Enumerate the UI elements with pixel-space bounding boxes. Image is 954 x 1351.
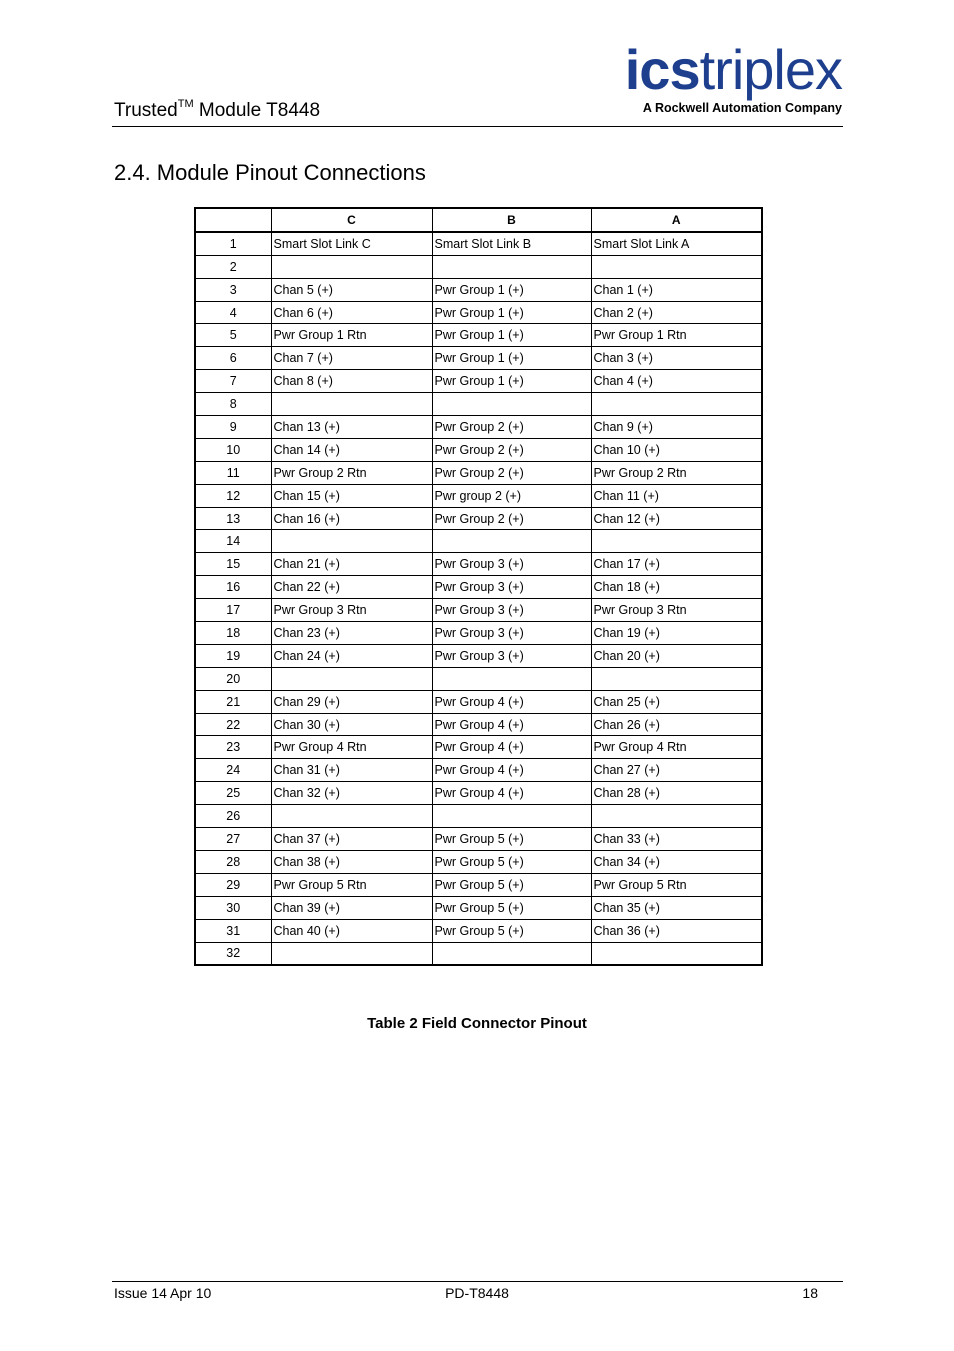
pin-number-cell: 12 [195, 484, 271, 507]
row-c-cell: Chan 8 (+) [271, 370, 432, 393]
row-a-cell: Chan 2 (+) [591, 301, 762, 324]
ics-triplex-logo [602, 40, 842, 115]
row-a-cell: Chan 17 (+) [591, 553, 762, 576]
row-a-cell: Chan 12 (+) [591, 507, 762, 530]
table-row [195, 736, 762, 759]
pin-number-cell: 21 [195, 690, 271, 713]
row-b-cell: Pwr Group 2 (+) [432, 461, 591, 484]
row-b-cell: Pwr Group 5 (+) [432, 873, 591, 896]
row-c-cell: Chan 16 (+) [271, 507, 432, 530]
row-a-cell: Chan 9 (+) [591, 416, 762, 439]
footer-page-number: 18 [802, 1285, 818, 1301]
table-row [195, 255, 762, 278]
row-a-cell: Chan 19 (+) [591, 622, 762, 645]
row-a-cell [591, 255, 762, 278]
table-row [195, 278, 762, 301]
pin-number-cell: 5 [195, 324, 271, 347]
row-b-cell: Pwr Group 1 (+) [432, 301, 591, 324]
table-row [195, 850, 762, 873]
row-b-cell [432, 530, 591, 553]
row-b-cell: Pwr Group 5 (+) [432, 828, 591, 851]
row-b-cell [432, 942, 591, 965]
table-row [195, 507, 762, 530]
row-a-cell: Pwr Group 2 Rtn [591, 461, 762, 484]
column-header-c: C [271, 208, 432, 232]
row-b-cell: Smart Slot Link B [432, 232, 591, 255]
row-c-cell [271, 530, 432, 553]
row-a-cell: Chan 11 (+) [591, 484, 762, 507]
logo-triplex: triplex [699, 38, 842, 101]
pin-number-cell: 7 [195, 370, 271, 393]
row-c-cell: Chan 14 (+) [271, 438, 432, 461]
table-row [195, 759, 762, 782]
row-c-cell: Pwr Group 5 Rtn [271, 873, 432, 896]
pin-number-cell: 27 [195, 828, 271, 851]
row-c-cell [271, 667, 432, 690]
table-row [195, 393, 762, 416]
row-b-cell: Pwr Group 1 (+) [432, 324, 591, 347]
table-row [195, 530, 762, 553]
row-c-cell [271, 393, 432, 416]
row-b-cell: Pwr Group 3 (+) [432, 553, 591, 576]
pin-number-cell: 17 [195, 599, 271, 622]
row-c-cell: Chan 15 (+) [271, 484, 432, 507]
row-a-cell [591, 805, 762, 828]
row-c-cell: Pwr Group 4 Rtn [271, 736, 432, 759]
pin-number-cell: 3 [195, 278, 271, 301]
pin-number-cell: 25 [195, 782, 271, 805]
row-a-cell: Pwr Group 5 Rtn [591, 873, 762, 896]
table-row [195, 782, 762, 805]
pin-number-cell: 19 [195, 644, 271, 667]
row-c-cell: Pwr Group 2 Rtn [271, 461, 432, 484]
row-b-cell: Pwr Group 4 (+) [432, 759, 591, 782]
row-a-cell: Smart Slot Link A [591, 232, 762, 255]
header-title-module: Module T8448 [193, 100, 321, 121]
pinout-table [194, 207, 763, 966]
row-c-cell: Chan 7 (+) [271, 347, 432, 370]
row-a-cell: Chan 35 (+) [591, 896, 762, 919]
header-divider [112, 126, 843, 127]
row-c-cell: Chan 13 (+) [271, 416, 432, 439]
row-a-cell [591, 942, 762, 965]
row-a-cell: Chan 18 (+) [591, 576, 762, 599]
row-c-cell: Chan 39 (+) [271, 896, 432, 919]
row-c-cell: Chan 40 (+) [271, 919, 432, 942]
row-c-cell: Chan 5 (+) [271, 278, 432, 301]
table-row [195, 461, 762, 484]
row-c-cell: Chan 23 (+) [271, 622, 432, 645]
row-a-cell: Chan 10 (+) [591, 438, 762, 461]
footer-issue: Issue 14 Apr 10 [114, 1285, 212, 1301]
row-c-cell: Chan 6 (+) [271, 301, 432, 324]
row-a-cell [591, 530, 762, 553]
row-c-cell: Pwr Group 3 Rtn [271, 599, 432, 622]
row-b-cell: Pwr Group 4 (+) [432, 713, 591, 736]
pin-number-cell: 8 [195, 393, 271, 416]
pin-number-cell: 29 [195, 873, 271, 896]
table-row [195, 919, 762, 942]
pinout-table-body [195, 232, 762, 966]
row-a-cell: Chan 25 (+) [591, 690, 762, 713]
row-c-cell [271, 942, 432, 965]
row-c-cell: Chan 21 (+) [271, 553, 432, 576]
row-b-cell: Pwr Group 5 (+) [432, 896, 591, 919]
row-a-cell: Chan 26 (+) [591, 713, 762, 736]
row-b-cell: Pwr Group 1 (+) [432, 347, 591, 370]
row-a-cell: Chan 3 (+) [591, 347, 762, 370]
trademark-superscript: TM [177, 98, 194, 110]
row-a-cell [591, 667, 762, 690]
table-row [195, 622, 762, 645]
row-c-cell: Chan 38 (+) [271, 850, 432, 873]
row-b-cell: Pwr Group 1 (+) [432, 278, 591, 301]
page-header-title [114, 98, 320, 122]
row-c-cell: Chan 22 (+) [271, 576, 432, 599]
section-title: 2.4. Module Pinout Connections [114, 160, 426, 185]
row-c-cell: Chan 24 (+) [271, 644, 432, 667]
row-b-cell: Pwr Group 4 (+) [432, 782, 591, 805]
pin-number-cell: 10 [195, 438, 271, 461]
pin-number-cell: 28 [195, 850, 271, 873]
header-title-main: Trusted [114, 100, 178, 121]
row-c-cell: Chan 30 (+) [271, 713, 432, 736]
pin-number-cell: 24 [195, 759, 271, 782]
column-header-pin [195, 208, 271, 232]
row-b-cell: Pwr Group 3 (+) [432, 644, 591, 667]
row-c-cell: Chan 37 (+) [271, 828, 432, 851]
pin-number-cell: 26 [195, 805, 271, 828]
row-a-cell: Chan 34 (+) [591, 850, 762, 873]
footer-doc-id: PD-T8448 [445, 1285, 509, 1301]
table-row [195, 942, 762, 965]
pin-number-cell: 31 [195, 919, 271, 942]
table-row [195, 805, 762, 828]
row-a-cell: Chan 20 (+) [591, 644, 762, 667]
row-b-cell: Pwr Group 2 (+) [432, 507, 591, 530]
row-b-cell [432, 805, 591, 828]
row-a-cell: Chan 4 (+) [591, 370, 762, 393]
logo-ics: ics [624, 38, 700, 101]
logo-wordmark [602, 40, 842, 100]
table-row [195, 828, 762, 851]
logo-tagline: A Rockwell Automation Company [642, 101, 842, 115]
table-row [195, 873, 762, 896]
pin-number-cell: 23 [195, 736, 271, 759]
row-a-cell: Pwr Group 1 Rtn [591, 324, 762, 347]
pin-number-cell: 14 [195, 530, 271, 553]
table-row [195, 324, 762, 347]
pin-number-cell: 32 [195, 942, 271, 965]
row-b-cell: Pwr Group 5 (+) [432, 850, 591, 873]
pinout-table-header [195, 208, 762, 232]
row-a-cell: Chan 27 (+) [591, 759, 762, 782]
row-c-cell [271, 805, 432, 828]
footer-divider [112, 1281, 843, 1282]
table-row [195, 553, 762, 576]
table-row [195, 599, 762, 622]
pin-number-cell: 11 [195, 461, 271, 484]
column-header-b: B [432, 208, 591, 232]
pin-number-cell: 9 [195, 416, 271, 439]
row-c-cell: Chan 31 (+) [271, 759, 432, 782]
pin-number-cell: 18 [195, 622, 271, 645]
row-b-cell [432, 255, 591, 278]
table-row [195, 713, 762, 736]
row-b-cell: Pwr Group 4 (+) [432, 690, 591, 713]
table-row [195, 416, 762, 439]
pin-number-cell: 20 [195, 667, 271, 690]
pin-number-cell: 1 [195, 232, 271, 255]
table-row [195, 232, 762, 255]
row-b-cell: Pwr Group 3 (+) [432, 576, 591, 599]
row-c-cell [271, 255, 432, 278]
row-b-cell: Pwr group 2 (+) [432, 484, 591, 507]
row-b-cell: Pwr Group 2 (+) [432, 438, 591, 461]
row-b-cell [432, 667, 591, 690]
pin-number-cell: 2 [195, 255, 271, 278]
row-a-cell: Chan 36 (+) [591, 919, 762, 942]
row-a-cell: Pwr Group 4 Rtn [591, 736, 762, 759]
pin-number-cell: 22 [195, 713, 271, 736]
table-row [195, 667, 762, 690]
row-a-cell: Chan 33 (+) [591, 828, 762, 851]
column-header-a: A [591, 208, 762, 232]
row-b-cell: Pwr Group 5 (+) [432, 919, 591, 942]
row-a-cell: Pwr Group 3 Rtn [591, 599, 762, 622]
pin-number-cell: 16 [195, 576, 271, 599]
pin-number-cell: 4 [195, 301, 271, 324]
pin-number-cell: 6 [195, 347, 271, 370]
table-row [195, 347, 762, 370]
row-c-cell: Chan 32 (+) [271, 782, 432, 805]
pin-number-cell: 30 [195, 896, 271, 919]
pin-number-cell: 15 [195, 553, 271, 576]
row-b-cell: Pwr Group 3 (+) [432, 622, 591, 645]
row-c-cell: Smart Slot Link C [271, 232, 432, 255]
row-a-cell [591, 393, 762, 416]
row-a-cell: Chan 28 (+) [591, 782, 762, 805]
row-b-cell: Pwr Group 1 (+) [432, 370, 591, 393]
table-row [195, 690, 762, 713]
table-row [195, 576, 762, 599]
row-c-cell: Chan 29 (+) [271, 690, 432, 713]
table-row [195, 484, 762, 507]
table-row [195, 896, 762, 919]
row-b-cell [432, 393, 591, 416]
row-b-cell: Pwr Group 4 (+) [432, 736, 591, 759]
row-b-cell: Pwr Group 2 (+) [432, 416, 591, 439]
row-b-cell: Pwr Group 3 (+) [432, 599, 591, 622]
row-c-cell: Pwr Group 1 Rtn [271, 324, 432, 347]
row-a-cell: Chan 1 (+) [591, 278, 762, 301]
table-row [195, 644, 762, 667]
table-caption: Table 2 Field Connector Pinout [367, 1015, 587, 1032]
table-row [195, 301, 762, 324]
pin-number-cell: 13 [195, 507, 271, 530]
table-row [195, 438, 762, 461]
table-row [195, 370, 762, 393]
